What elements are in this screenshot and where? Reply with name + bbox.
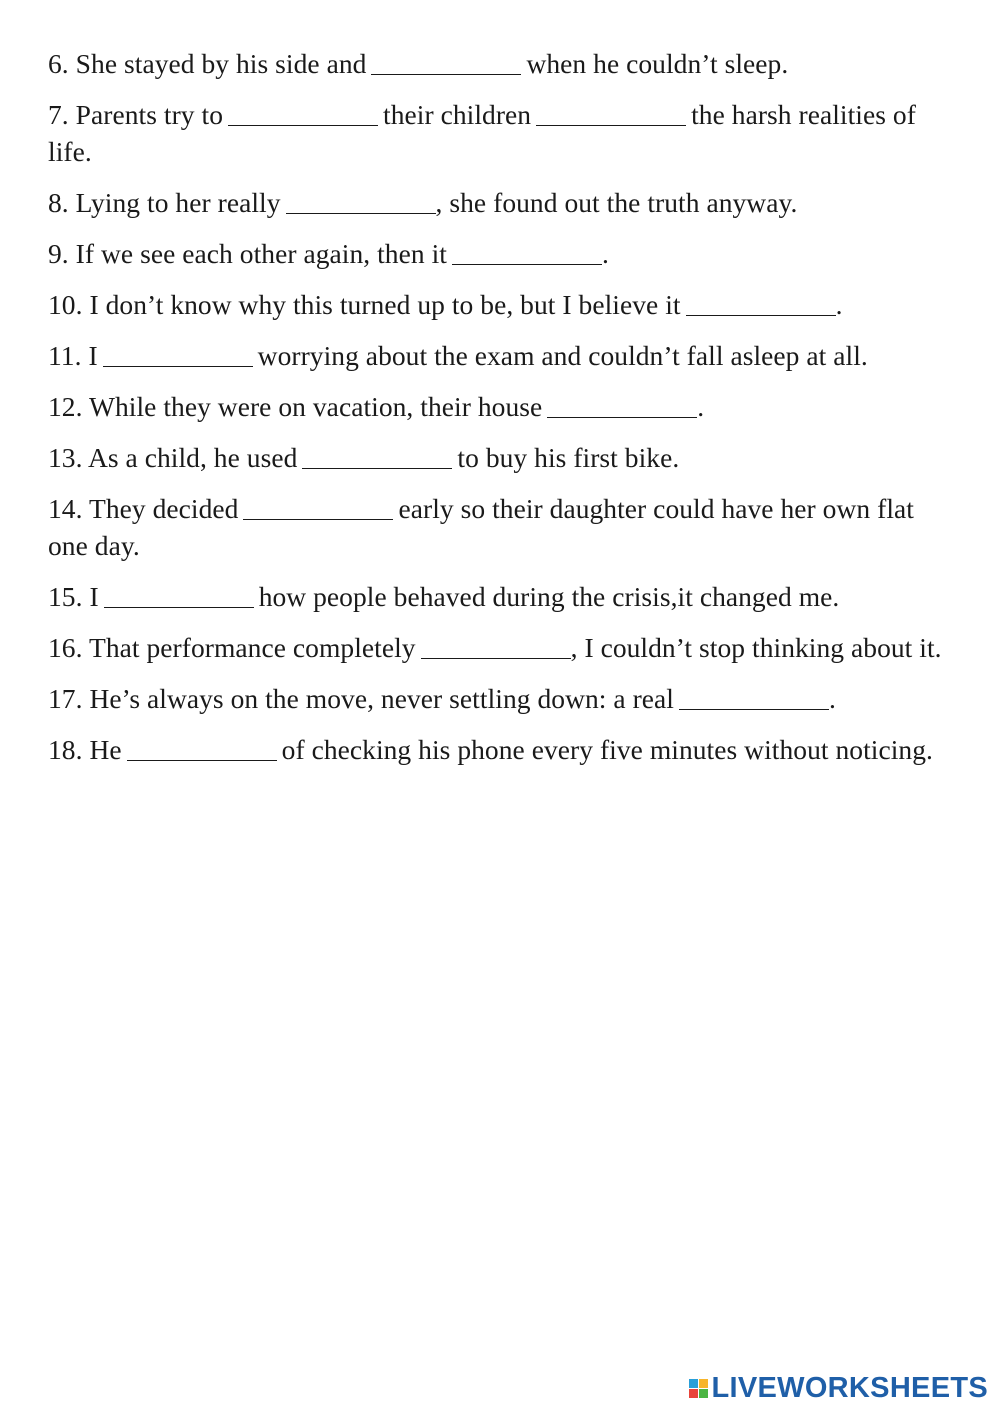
question-6: [48, 45, 953, 82]
question-text: He: [89, 734, 122, 765]
question-text: worrying about the exam and couldn’t fall asleep at all.: [257, 340, 868, 371]
question-14: [48, 490, 953, 564]
answer-blank[interactable]: [228, 99, 378, 126]
question-15: [48, 578, 953, 615]
question-text: , she found out the truth anyway.: [435, 187, 798, 218]
worksheet: [48, 45, 953, 782]
question-text: Parents try to: [75, 99, 224, 130]
question-text: .: [601, 238, 609, 269]
answer-blank[interactable]: [547, 391, 697, 418]
question-number: 9.: [48, 238, 69, 269]
question-text: That performance completely: [88, 632, 416, 663]
question-text: early so their daughter could have her own flat one day.: [48, 493, 914, 561]
question-number: 13.: [48, 442, 83, 473]
answer-blank[interactable]: [679, 683, 829, 710]
question-text: .: [835, 289, 843, 320]
question-text: of checking his phone every five minutes without noticing.: [281, 734, 933, 765]
question-text: the harsh realities of life.: [48, 99, 916, 167]
question-number: 18.: [48, 734, 83, 765]
question-10: [48, 286, 953, 323]
question-text: As a child, he used: [87, 442, 298, 473]
question-text: Lying to her really: [75, 187, 281, 218]
answer-blank[interactable]: [302, 442, 452, 469]
answer-blank[interactable]: [686, 289, 836, 316]
question-text: .: [829, 683, 836, 714]
question-18: [48, 731, 953, 768]
question-11: [48, 337, 953, 374]
question-text: I don’t know why this turned up to be, but I believe it: [89, 289, 681, 320]
question-text: They decided: [88, 493, 239, 524]
question-text: how people behaved during the crisis,it changed me.: [258, 581, 840, 612]
question-text: when he couldn’t sleep.: [526, 48, 789, 79]
question-9: [48, 235, 953, 272]
question-16: [48, 629, 953, 666]
liveworksheets-logo: [689, 1372, 989, 1405]
answer-blank[interactable]: [127, 734, 277, 761]
question-number: 14.: [48, 493, 83, 524]
question-number: 12.: [48, 391, 83, 422]
question-number: 8.: [48, 187, 69, 218]
liveworksheets-logo-icon: [689, 1379, 708, 1398]
question-text: , I couldn’t stop thinking about it.: [570, 632, 942, 663]
question-12: [48, 388, 953, 425]
answer-blank[interactable]: [452, 238, 602, 265]
question-number: 7.: [48, 99, 69, 130]
answer-blank[interactable]: [286, 187, 436, 214]
question-text: She stayed by his side and: [75, 48, 367, 79]
question-text: While they were on vacation, their house: [88, 391, 543, 422]
answer-blank[interactable]: [421, 632, 571, 659]
answer-blank[interactable]: [371, 48, 521, 75]
question-7: [48, 96, 953, 170]
question-text: .: [697, 391, 705, 422]
question-number: 11.: [48, 340, 82, 371]
question-text: I: [89, 581, 99, 612]
question-13: [48, 439, 953, 476]
question-text: If we see each other again, then it: [75, 238, 447, 269]
question-number: 10.: [48, 289, 83, 320]
answer-blank[interactable]: [536, 99, 686, 126]
question-number: 15.: [48, 581, 83, 612]
question-text: I: [88, 340, 98, 371]
logo-text: LIVEWORKSHEETS: [711, 1372, 988, 1404]
question-text: their children: [383, 99, 532, 130]
question-17: [48, 680, 953, 717]
question-number: 6.: [48, 48, 69, 79]
question-number: 16.: [48, 632, 83, 663]
question-text: He’s always on the move, never settling down: a real: [89, 683, 674, 714]
answer-blank[interactable]: [243, 493, 393, 520]
answer-blank[interactable]: [103, 340, 253, 367]
question-8: [48, 184, 953, 221]
answer-blank[interactable]: [104, 581, 254, 608]
question-text: to buy his first bike.: [457, 442, 680, 473]
question-number: 17.: [48, 683, 83, 714]
